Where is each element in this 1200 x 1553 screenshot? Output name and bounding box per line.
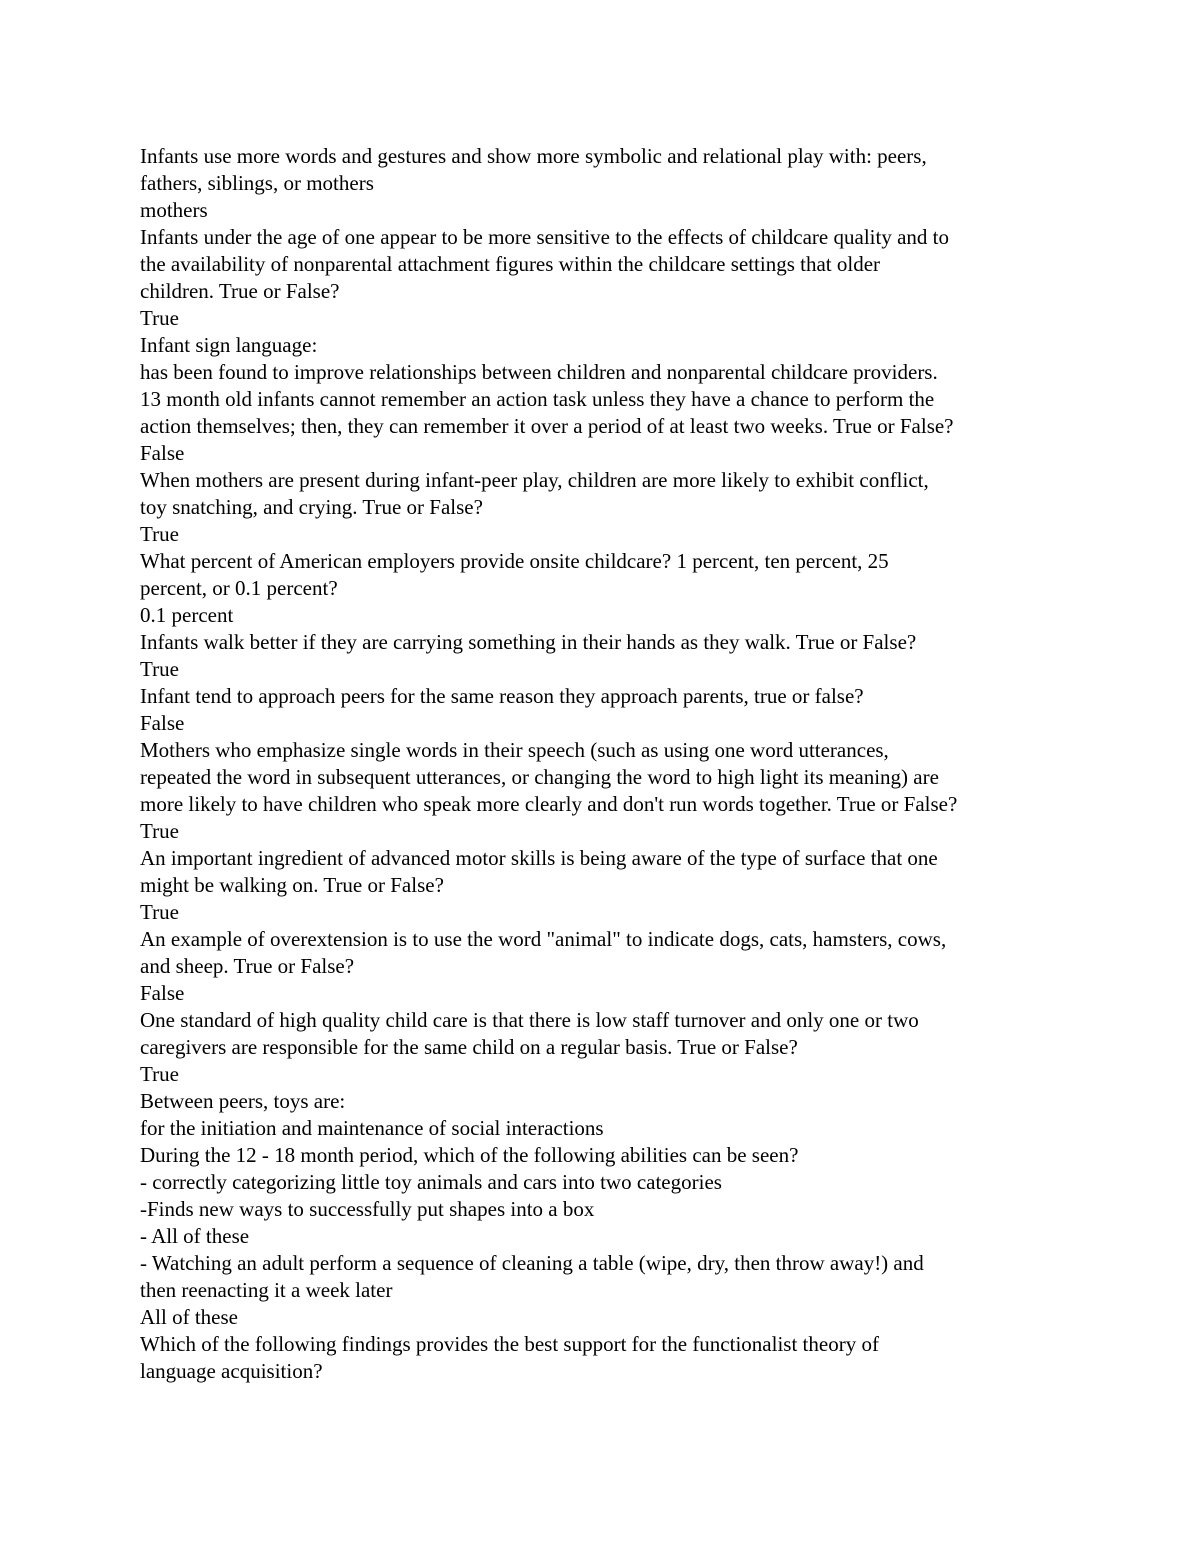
- text-line: more likely to have children who speak more clearly and don't run words together. True or False?: [140, 792, 958, 816]
- text-line: False: [140, 981, 185, 1005]
- text-line: toy snatching, and crying. True or False?: [140, 495, 483, 519]
- text-line: One standard of high quality child care is that there is low staff turnover and only one or two: [140, 1008, 919, 1032]
- text-line: True: [140, 819, 179, 843]
- text-line: During the 12 - 18 month period, which of the following abilities can be seen?: [140, 1143, 799, 1167]
- text-line: Infants walk better if they are carrying something in their hands as they walk. True or False?: [140, 630, 917, 654]
- text-line: Infants under the age of one appear to be more sensitive to the effects of childcare quality and to: [140, 225, 949, 249]
- document-body: [140, 143, 1080, 1385]
- text-line: Between peers, toys are:: [140, 1089, 346, 1113]
- text-line: mothers: [140, 198, 208, 222]
- text-line: All of these: [140, 1305, 238, 1329]
- text-line: When mothers are present during infant-peer play, children are more likely to exhibit conflict,: [140, 468, 929, 492]
- text-line: Infants use more words and gestures and show more symbolic and relational play with: peers,: [140, 144, 927, 168]
- text-line: False: [140, 441, 185, 465]
- text-line: True: [140, 900, 179, 924]
- text-line: What percent of American employers provide onsite childcare? 1 percent, ten percent, 25: [140, 549, 889, 573]
- text-line: the availability of nonparental attachment figures within the childcare settings that older: [140, 252, 881, 276]
- text-line: -Finds new ways to successfully put shapes into a box: [140, 1197, 595, 1221]
- text-line: Mothers who emphasize single words in their speech (such as using one word utterances,: [140, 738, 889, 762]
- text-line: children. True or False?: [140, 279, 340, 303]
- text-line: language acquisition?: [140, 1359, 323, 1383]
- text-line: Infant sign language:: [140, 333, 318, 357]
- text-line: repeated the word in subsequent utterances, or changing the word to high light its meaning) are: [140, 765, 939, 789]
- text-line: 0.1 percent: [140, 603, 234, 627]
- text-line: - correctly categorizing little toy animals and cars into two categories: [140, 1170, 722, 1194]
- text-line: True: [140, 1062, 179, 1086]
- text-line: then reenacting it a week later: [140, 1278, 393, 1302]
- text-line: Which of the following findings provides the best support for the functionalist theory of: [140, 1332, 879, 1356]
- text-line: An example of overextension is to use the word "animal" to indicate dogs, cats, hamsters, cows,: [140, 927, 947, 951]
- text-line: fathers, siblings, or mothers: [140, 171, 374, 195]
- text-line: for the initiation and maintenance of social interactions: [140, 1116, 604, 1140]
- text-line: 13 month old infants cannot remember an action task unless they have a chance to perform the: [140, 387, 935, 411]
- text-line: True: [140, 657, 179, 681]
- text-line: and sheep. True or False?: [140, 954, 355, 978]
- text-line: might be walking on. True or False?: [140, 873, 444, 897]
- text-line: has been found to improve relationships between children and nonparental childcare providers.: [140, 360, 938, 384]
- text-line: - Watching an adult perform a sequence of cleaning a table (wipe, dry, then throw away!) and: [140, 1251, 924, 1275]
- text-line: - All of these: [140, 1224, 250, 1248]
- text-line: False: [140, 711, 185, 735]
- text-line: Infant tend to approach peers for the same reason they approach parents, true or false?: [140, 684, 864, 708]
- text-line: True: [140, 522, 179, 546]
- text-line: An important ingredient of advanced motor skills is being aware of the type of surface that one: [140, 846, 938, 870]
- text-line: percent, or 0.1 percent?: [140, 576, 338, 600]
- text-line: action themselves; then, they can remember it over a period of at least two weeks. True or False?: [140, 414, 954, 438]
- text-line: caregivers are responsible for the same child on a regular basis. True or False?: [140, 1035, 798, 1059]
- text-line: True: [140, 306, 179, 330]
